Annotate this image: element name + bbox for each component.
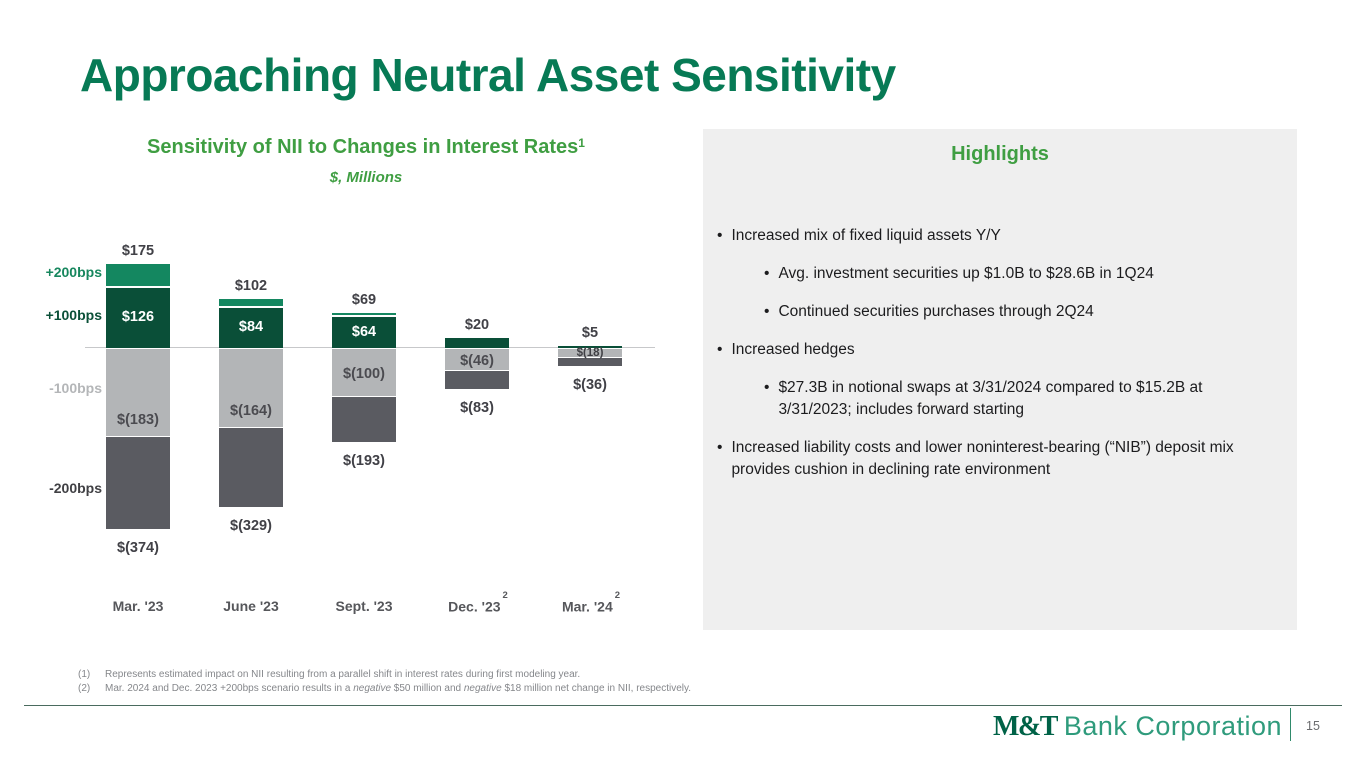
bullet-dot: • [717,227,723,244]
bullet-text: Increased liability costs and lower noninterest-bearing (“NIB”) deposit mix provides cushion in declining rate environment [731,439,1234,478]
category-label: Dec. '$23^2$ [448,590,508,615]
bullet-dot: • [717,439,723,456]
bar-top-label: $175 [121,243,155,259]
bullet-dot: • [717,341,723,358]
bullet-text: $27.3B in notional swaps at 3/31/2024 compared to $15.2B at 3/31/2023; includes forward starting [778,379,1203,418]
footnote [78,668,691,682]
bar-plus100-label: $84 [238,318,264,335]
category-footnote-ref: 2 [614,590,621,601]
bullet-item [764,301,1271,323]
bar-plus100-label: $126 [121,308,155,325]
bar-minus200-label: $(36) [573,377,607,394]
bar-segment-minus200bps [106,437,170,529]
bar-minus200-label: $(83) [460,399,494,416]
bar-minus100-label: $(18) [576,347,604,360]
chart-title-text: Sensitivity of NII to Changes in Interest Rates [147,136,579,158]
bar-minus100-label: $(183) [117,411,159,428]
footnote-number: (2) [78,682,91,694]
bar-minus100-label: $(164) [230,402,272,419]
bullet-dot: • [764,303,770,320]
footnote [78,682,691,696]
chart-subtitle: $, Millions [329,169,403,186]
bar-minus100-label: $(100) [343,366,385,382]
bullet-item [717,225,1271,247]
bullet-item [717,437,1271,481]
highlights-panel [703,129,1297,630]
footnote-text: Mar. 2024 and Dec. 2023 +200bps scenario results in a negative $50 million and negative $18 million net change in NII, respectively. [105,682,692,694]
footnote-number: (1) [78,669,91,680]
bar-minus100-label: $(46) [460,353,494,370]
bar-minus200-label: $(193) [343,452,385,469]
mt-bank-logo [993,711,1282,743]
footnotes [78,668,691,695]
category-footnote-ref: 2 [502,590,508,601]
bar-top-label: $20 [464,317,490,334]
bullet-item [764,377,1271,421]
bullet-dot: • [764,265,770,282]
bullet-item [717,339,1271,361]
bar-segment-plus100bps [445,338,509,348]
bar-segment-minus200bps [219,428,283,507]
bullet-dot: • [764,379,770,396]
bullet-text: Increased hedges [731,341,855,358]
bullet-text: Continued securities purchases through 2Q24 [778,303,1094,320]
logo-mt-mark: M&T [992,711,1057,742]
highlights-title: Highlights [951,143,1049,165]
bullet-text: Increased mix of fixed liquid assets Y/Y [731,227,1001,244]
bar-minus200-label: $(329) [230,517,272,534]
logo-bank-corporation: Bank Corporation [1063,711,1282,741]
bar-top-label: $5 [581,324,599,341]
bar-segment-minus200bps [445,371,509,389]
axis-label-plus100bps: +100bps [45,307,102,323]
category-label: June '23 [223,598,279,614]
bar-minus200-label: $(374) [117,539,159,556]
category-label: Mar. '23 [112,598,164,614]
bar-top-label: $69 [351,292,377,309]
footer-vertical-divider [1290,708,1291,741]
bullet-item [764,263,1271,285]
footnote-text: Represents estimated impact on NII resulting from a parallel shift in interest rates during first modeling year. [105,669,581,680]
category-label: Mar. '$24^2$ [561,590,621,615]
bar-segment-minus200bps [332,397,396,442]
page-title: Approaching Neutral Asset Sensitivity [80,49,896,101]
axis-label-plus200bps: +200bps [45,264,102,280]
bullet-text: Avg. investment securities up $1.0B to $28.6B in 1Q24 [778,265,1154,282]
axis-label-minus200bps: -200bps [49,480,102,496]
bar-top-label: $102 [234,278,268,295]
axis-label-minus100bps: -100bps [49,380,102,396]
bar-plus100-label: $64 [351,323,377,340]
bar-segment-plus200bps [106,264,170,288]
category-label: Sept. '23 [335,598,393,614]
chart-title-footnote-ref: 1 [578,136,585,150]
page-number: 15 [1306,719,1320,733]
footer-divider-line [24,705,1342,706]
highlights-list [717,225,1271,497]
bar-segment-plus200bps [219,299,283,308]
